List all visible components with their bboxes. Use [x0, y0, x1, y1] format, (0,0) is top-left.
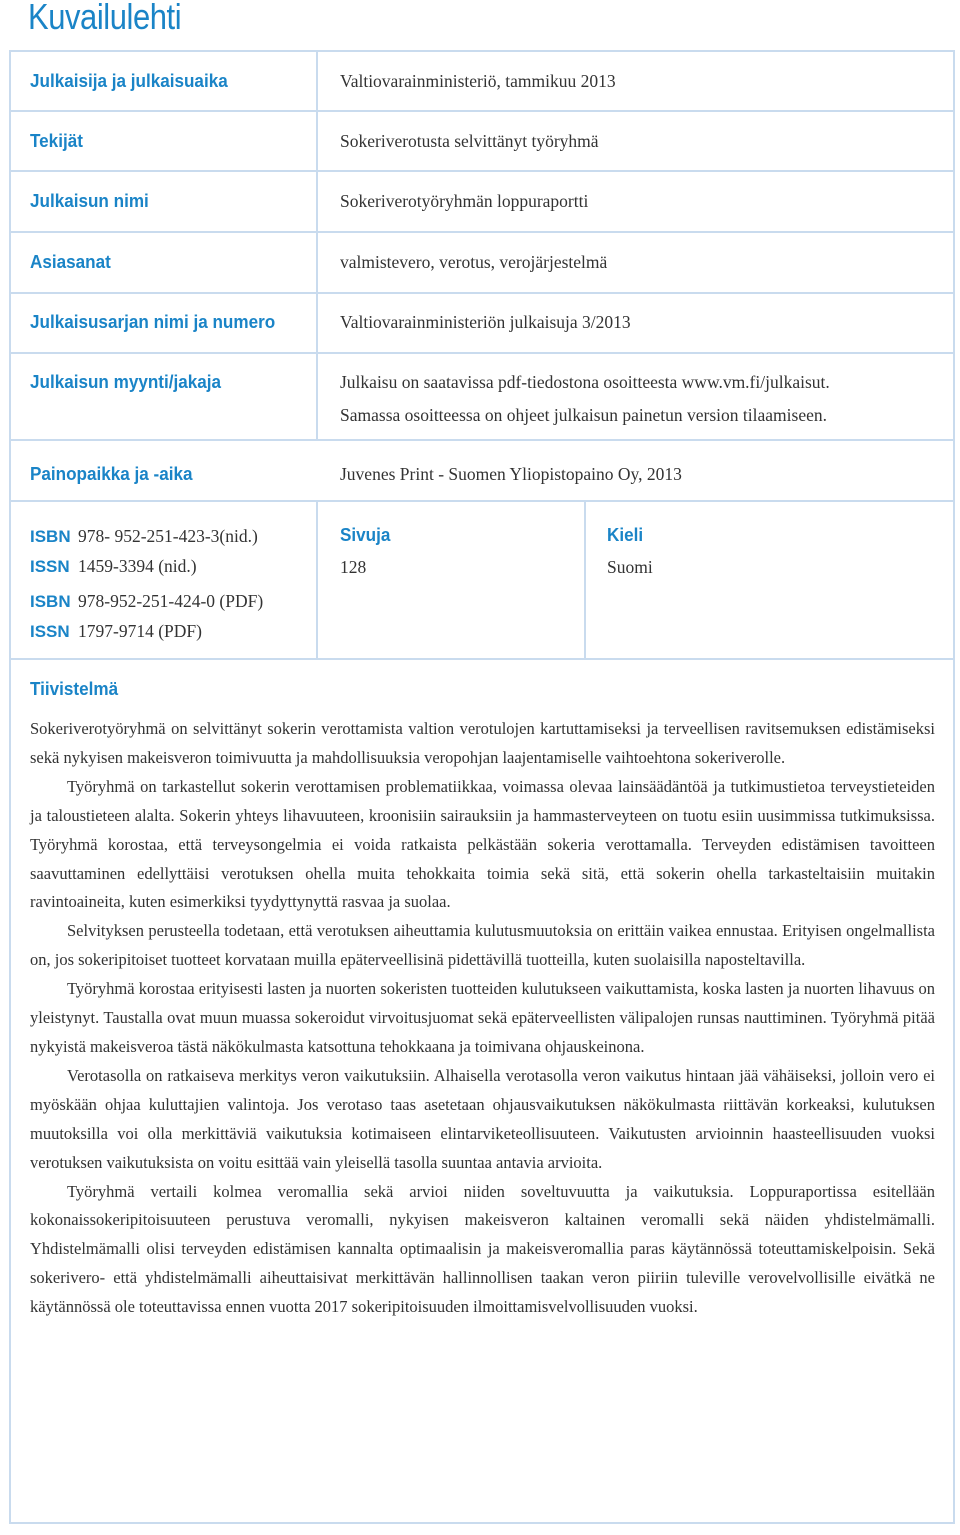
row-divider — [9, 170, 955, 172]
keywords-value: valmistevero, verotus, verojärjestelmä — [340, 252, 608, 272]
identifier-key: ISBN — [30, 592, 71, 611]
abstract-paragraph: Työryhmä vertaili kolmea veromallia sekä arvioi niiden soveltuvuutta ja vaikutuksia. Loppuraportissa esitellään kokonaissokeripitoisuuteen perustuva veromalli, nykyisen makeisveron kaltainen veromalli sekä näiden yhdistelmämalli. Yhdistelmämalli olisi terveyden edistämisen kannalta optimaalisin ja makeisveromallia paras käytännössä toteuttamiskelpoisin. Sekä sokerivero- että yhdistelmämalli aiheuttaisivat merkittävän hallinnollisen taakan veron piiriin tuleville verovelvollisille eivätkä ne käytännössä ole toteuttavissa ennen vuotta 2017 sokeripitoisuuden ilmoittamisvelvollisuuden vuoksi. — [30, 1181, 935, 1317]
row-divider — [9, 439, 955, 441]
sales-value-line1: Julkaisu on saatavissa pdf-tiedostona osoitteesta www.vm.fi/julkaisut. — [340, 372, 830, 392]
keywords-label: Asiasanat — [30, 252, 111, 272]
row-divider — [9, 500, 955, 502]
row-divider — [9, 292, 955, 294]
printing-label: Painopaikka ja -aika — [30, 464, 193, 484]
publisher-value: Valtiovarainministeriö, tammikuu 2013 — [340, 71, 616, 91]
publication-name-value: Sokeriverotyöryhmän loppuraportti — [340, 191, 589, 211]
identifier-isbn-pdf — [30, 590, 263, 614]
authors-value: Sokeriverotusta selvittänyt työryhmä — [340, 131, 599, 151]
identifier-issn-pdf — [30, 620, 202, 644]
page-title: Kuvailulehti — [28, 0, 182, 37]
row-divider — [9, 110, 955, 112]
pages-value: 128 — [340, 557, 367, 577]
column-divider — [316, 500, 318, 660]
publication-name-label: Julkaisun nimi — [30, 191, 149, 211]
identifier-value: 978- 952-251-423-3(nid.) — [78, 526, 258, 546]
identifier-key: ISBN — [30, 527, 71, 546]
identifier-issn-print — [30, 555, 197, 579]
abstract-paragraph: Työryhmä on tarkastellut sokerin verottamisen problematiikkaa, voimassa olevaa lainsäädäntöä ja tutkimustietoa terveystieteiden ja taloustieteen alalta. Sokerin yhteys lihavuuteen, kroonisiin sairauksiin ja hammasterveyteen on tuotu esiin uusimmissa tutkimuksissa. Työryhmä korostaa, että terveysongelmia ei voida ratkaista pelkästään sokeria verottamalla. Terveyden edistämisen tavoitteen saavuttaminen edellyttäisi verotuksen ohella muita tehokkaita toimia sekä sitä, että sokerin ohella tarkasteltaisiin muitakin ravintoaineita, kuten esimerkiksi tyydyttynyttä rasvaa ja suolaa. — [30, 776, 935, 912]
language-label: Kieli — [607, 525, 644, 545]
identifier-key: ISSN — [30, 557, 70, 576]
publisher-label: Julkaisija ja julkaisuaika — [30, 71, 228, 91]
abstract-body — [30, 715, 935, 1322]
abstract-paragraph: Verotasolla on ratkaiseva merkitys veron vaikutuksiin. Alhaisella verotasolla veron vaikutus hintaan jää vähäiseksi, jolloin vero ei myöskään ohjaa kuluttajien valintoja. Jos verotaso taas asetetaan ohjausvaikutuksen näkökulmasta riittävän korkeaksi, kulutuksen muutoksilla voi olla merkittäviä vaikutuksia kotimaiseen elintarviketeollisuuteen. Vaikutusten arvioinnin haasteellisuuden vuoksi verotuksen vaikutuksista on voitu esittää vain yleisellä tasolla suuntaa antavia arvioita. — [30, 1065, 935, 1172]
abstract-paragraph: Sokeriverotyöryhmä on selvittänyt sokerin verottamista valtion verotulojen kartuttamiseksi ja terveellisen ravitsemuksen edistämiseksi sekä nykyisen makeisveron toimivuutta ja mahdollisuuksia veropohjan laajentamiselle vaihtoehtona sokeriverolle. — [30, 719, 935, 767]
authors-label: Tekijät — [30, 131, 83, 151]
row-divider — [9, 231, 955, 233]
row-divider — [9, 352, 955, 354]
abstract-paragraph: Työryhmä korostaa erityisesti lasten ja nuorten sokeristen tuotteiden kulutukseen vaikuttamista, koska lasten ja nuorten lihavuus on yleistynyt. Taustalla ovat muun muassa sokeroidut virvoitusjuomat sekä epäterveellisten välipalojen runsas nauttiminen. Työryhmä pitää nykyistä makeisveroa tästä näkökulmasta katsottuna tehokkaana ja toimivana ohjauskeinona. — [30, 979, 935, 1056]
identifier-key: ISSN — [30, 622, 70, 641]
printing-value: Juvenes Print - Suomen Yliopistopaino Oy, 2013 — [340, 464, 682, 484]
abstract-heading: Tiivistelmä — [30, 679, 119, 699]
pages-label: Sivuja — [340, 525, 391, 545]
identifier-isbn-print — [30, 525, 258, 549]
identifier-value: 1797-9714 (PDF) — [78, 621, 202, 641]
column-divider — [316, 50, 318, 440]
identifier-value: 1459-3394 (nid.) — [78, 556, 197, 576]
identifier-value: 978-952-251-424-0 (PDF) — [78, 591, 264, 611]
series-value: Valtiovarainministeriön julkaisuja 3/2013 — [340, 312, 631, 332]
row-divider — [9, 658, 955, 660]
sales-value-line2: Samassa osoitteessa on ohjeet julkaisun painetun version tilaamiseen. — [340, 405, 827, 425]
sales-label: Julkaisun myynti/jakaja — [30, 372, 222, 392]
abstract-paragraph: Selvityksen perusteella todetaan, että verotuksen aiheuttamia kulutusmuutoksia on erittäin vaikea ennustaa. Erityisen ongelmallista on, jos sokeripitoiset tuotteet korvataan muilla epäterveellisinä pidettävillä tuotteilla, kuten suolaisilla naposteltavilla. — [30, 921, 935, 970]
language-value: Suomi — [607, 557, 653, 577]
series-label: Julkaisusarjan nimi ja numero — [30, 312, 276, 332]
column-divider — [584, 500, 586, 660]
